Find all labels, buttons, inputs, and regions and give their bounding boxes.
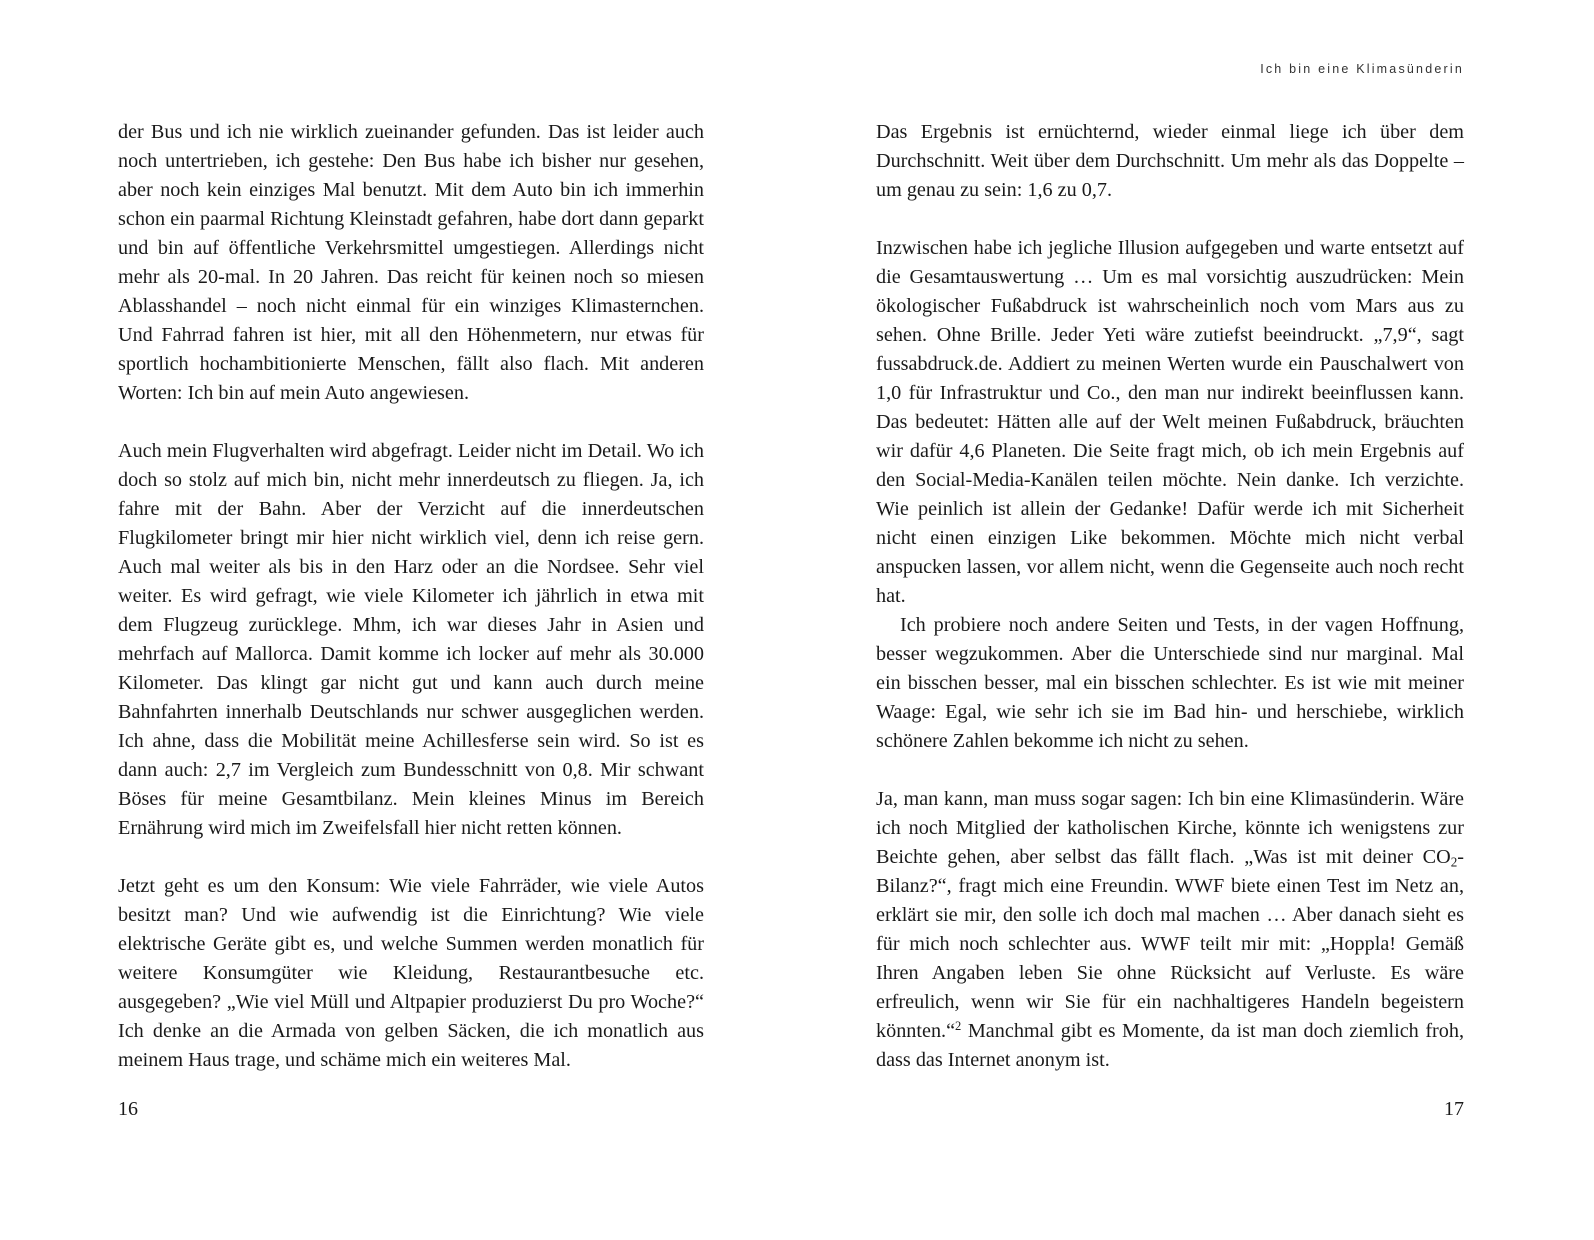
- paragraph-4-text-c: Manchmal gibt es Momente, da ist man doch ziemlich froh, dass das Internet anonym ist.: [876, 1020, 1464, 1071]
- running-head: Ich bin eine Klimasünderin: [1260, 62, 1464, 76]
- footnote-marker[interactable]: 2: [955, 1019, 962, 1034]
- co2-subscript: 2: [1450, 854, 1458, 870]
- page-number-left: 16: [118, 1098, 138, 1120]
- left-paragraph-3: Jetzt geht es um den Konsum: Wie viele Fahrräder, wie viele Autos besitzt man? Und wie aufwendig ist die Einrichtung? Wie viele elektrische Geräte gibt es, und welche Summen werden monatlich für weitere Konsumgüter wie Kleidung, Restaurantbesuche etc. ausgegeben? „Wie viel Müll und Altpapier produzierst Du pro Woche?“ Ich denke an die Armada von gelben Säcken, die ich monatlich aus meinem Haus trage, und schäme mich ein weiteres Mal.: [118, 875, 704, 1071]
- right-paragraph-3: Ich probiere noch andere Seiten und Tests, in der vagen Hoffnung, besser wegzukommen. Aber die Unterschiede sind nur marginal. Mal ein bisschen besser, mal ein bisschen schlechter. Es ist wie mit meiner Waage: Egal, wie sehr ich sie im Bad hin- und herschiebe, wirklich schönere Zahlen bekomme ich nicht zu sehen.: [876, 614, 1464, 752]
- left-paragraph-2: Auch mein Flugverhalten wird abgefragt. Leider nicht im Detail. Wo ich doch so stolz auf mich bin, nicht mehr innerdeutsch zu fliegen. Ja, ich fahre mit der Bahn. Aber der Verzicht auf die innerdeutschen Flugkilometer bringt mir hier nicht wirklich viel, denn ich reise gern. Auch mal weiter als bis in den Harz oder an die Nordsee. Sehr viel weiter. Es wird gefragt, wie viele Kilometer ich jährlich in etwa mit dem Flugzeug zurücklege. Mhm, ich war dieses Jahr in Asien und mehrfach auf Mallorca. Damit komme ich locker auf mehr als 30.000 Kilometer. Das klingt gar nicht gut und kann auch durch meine Bahnfahrten innerhalb Deutschlands nur schwer ausgeglichen werden. Ich ahne, dass die Mobilität meine Achillesferse sein wird. So ist es dann auch: 2,7 im Vergleich zum Bundesschnitt von 0,8. Mir schwant Böses für meine Gesamtbilanz. Mein kleines Minus im Bereich Ernährung wird mich im Zweifelsfall hier nicht retten können.: [118, 440, 704, 839]
- left-page-body: [118, 118, 704, 1075]
- co2-base: CO: [1422, 846, 1451, 868]
- left-paragraph-1: der Bus und ich nie wirklich zueinander gefunden. Das ist leider auch noch untertrieben, ich gestehe: Den Bus habe ich bisher nur gesehen, aber noch kein einziges Mal benutzt. Mit dem Auto bin ich immerhin schon ein paarmal Richtung Kleinstadt gefahren, habe dort dann geparkt und bin auf öffentliche Verkehrsmittel umgestiegen. Allerdings nicht mehr als 20-mal. In 20 Jahren. Das reicht für keinen noch so miesen Ablasshandel – noch nicht einmal für ein winziges Klimasternchen. Und Fahrrad fahren ist hier, mit all den Höhenmetern, nur etwas für sportlich hochambitionierte Menschen, fällt also flach. Mit anderen Worten: Ich bin auf mein Auto angewiesen.: [118, 121, 704, 404]
- page-number-right: 17: [1444, 1098, 1464, 1120]
- paragraph-4-text-b: -Bilanz?“, fragt mich eine Freundin. WWF biete einen Test im Netz an, erklärt sie mir, den solle ich doch mal machen … Aber danach sieht es für mich noch schlechter aus. WWF teilt mir mit: „Hoppla! Gemäß Ihren Angaben leben Sie ohne Rücksicht auf Verluste. Es wäre erfreulich, wenn wir Sie für ein nachhaltigeres Handeln begeistern könnten.“: [876, 846, 1464, 1042]
- paragraph-4-text-a: Ja, man kann, man muss sogar sagen: Ich bin eine Klimasünderin. Wäre ich noch Mitglied der katholischen Kirche, könnte ich wenigstens zur Beichte gehen, aber selbst das fällt flach. „Was ist mit deiner: [876, 788, 1464, 868]
- right-paragraph-4: [876, 785, 1464, 1075]
- right-paragraph-2: Inzwischen habe ich jegliche Illusion aufgegeben und warte entsetzt auf die Gesamtauswertung … Um es mal vorsichtig auszudrücken: Mein ökologischer Fußabdruck ist wahrscheinlich noch vom Mars aus zu sehen. Ohne Brille. Jeder Yeti wäre zutiefst beeindruckt. „7,9“, sagt fussabdruck.de. Addiert zu meinen Werten wurde ein Pauschalwert von 1,0 für Infrastruktur und Co., den man nur indirekt beeinflussen kann. Das bedeutet: Hätten alle auf der Welt meinen Fußabdruck, bräuchten wir dafür 4,6 Planeten. Die Seite fragt mich, ob ich mein Ergebnis auf den Social-Media-Kanälen teilen möchte. Nein danke. Ich verzichte. Wie peinlich ist allein der Gedanke! Dafür werde ich mit Sicherheit nicht einen einzigen Like bekommen. Möchte mich nicht verbal anspucken lassen, vor allem nicht, wenn die Gegenseite auch noch recht hat.: [876, 237, 1464, 607]
- right-page-body: [876, 118, 1464, 1075]
- right-page: [797, 0, 1594, 1240]
- right-paragraph-1: Das Ergebnis ist ernüchternd, wieder einmal liege ich über dem Durchschnitt. Weit über dem Durchschnitt. Um mehr als das Doppelte – um genau zu sein: 1,6 zu 0,7.: [876, 121, 1464, 201]
